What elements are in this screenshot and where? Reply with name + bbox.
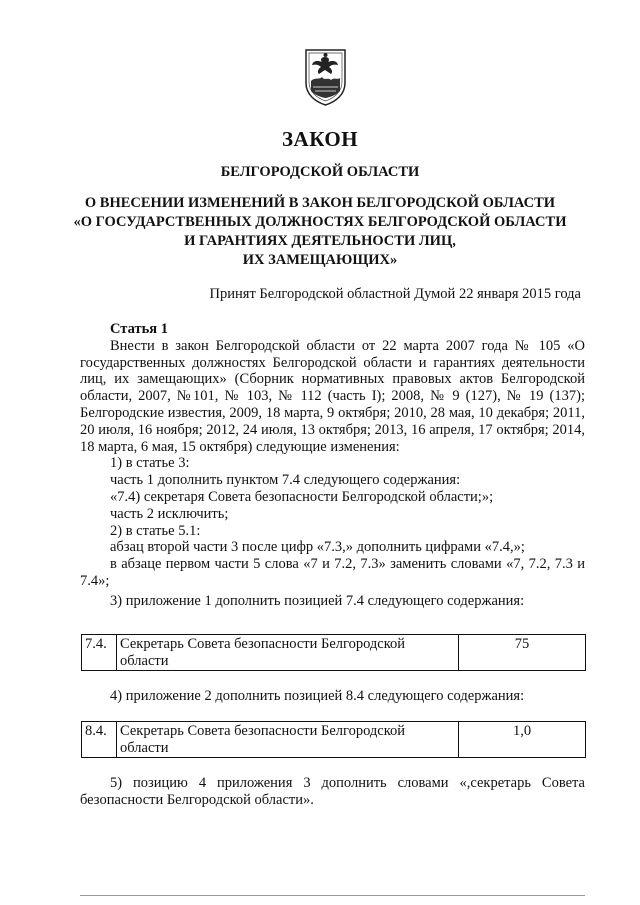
table-cell-position: Секретарь Совета безопасности Белгородской области [117, 722, 459, 758]
appendix1-table [81, 634, 586, 671]
table-row [82, 722, 586, 758]
heading-line: И ГАРАНТИЯХ ДЕЯТЕЛЬНОСТИ ЛИЦ, [184, 233, 456, 249]
list-item: часть 2 исключить; [110, 505, 229, 522]
item4 [80, 688, 585, 705]
table-cell-num: 8.4. [82, 722, 117, 758]
law-title: ЗАКОН [281, 127, 359, 151]
table-row [82, 635, 586, 671]
list-item: 5) позицию 4 приложения 3 дополнить словами «,секретарь Совета безопасности Белгородской области». [80, 775, 585, 808]
heading-line: О ВНЕСЕНИИ ИЗМЕНЕНИЙ В ЗАКОН БЕЛГОРОДСКОЙ ОБЛАСТИ [84, 195, 556, 211]
list-item: в абзаце первом части 5 слова «7 и 7.2, 7.3» заменить словами «7, 7.2, 7.3 и 7.4»; [80, 556, 585, 589]
table-cell-position: Секретарь Совета безопасности Белгородской области [117, 635, 459, 671]
page-bottom-line [80, 895, 585, 896]
list-item: 4) приложение 2 дополнить позицией 8.4 следующего содержания: [110, 688, 525, 704]
list-item: 1) в статье 3: [110, 455, 190, 472]
list-item: часть 1 дополнить пунктом 7.4 следующего содержания: [110, 472, 461, 489]
table-cell-num: 7.4. [82, 635, 117, 671]
intro-paragraph: Внести в закон Белгородской области от 22 марта 2007 года № 105 «О государственных должностях Белгородской области и гарантиях деятельности лиц, их замещающих» (Сборник нормативных правовых актов Белгородской области, 2007, №101, № 103, № 112 (часть I); 2008, № 9 (127), № 19 (137); Белгородские известия, 2009, 18 марта, 9 октября; 2010, 28 мая, 10 декабря; 2011, 20 июля, 16 ноября; 2012, 24 июля, 13 октября; 2013, 16 апреля, 17 октября; 2014, 18 марта, 6 мая, 15 октября) следующие изменения: [80, 337, 585, 455]
appendix2-table [81, 721, 586, 758]
table-cell-value: 1,0 [459, 722, 586, 758]
list-item: 2) в статье 5.1: [110, 522, 201, 539]
article-body [80, 321, 585, 610]
article-title: Статья 1 [110, 321, 168, 337]
heading-line: «О ГОСУДАРСТВЕННЫХ ДОЛЖНОСТЯХ БЕЛГОРОДСКОЙ ОБЛАСТИ [73, 214, 567, 230]
coat-of-arms-icon [303, 47, 348, 107]
heading-line: ИХ ЗАМЕЩАЮЩИХ» [242, 252, 398, 268]
list-item: абзац второй части 3 после цифр «7.3,» дополнить цифрами «7.4,»; [110, 539, 525, 556]
table-cell-value: 75 [459, 635, 586, 671]
law-heading [0, 194, 640, 270]
law-region: БЕЛГОРОДСКОЙ ОБЛАСТИ [220, 164, 420, 180]
adoption-note: Принят Белгородской областной Думой 22 января 2015 года [209, 286, 581, 302]
item5 [80, 775, 585, 809]
list-item: «7.4) секретаря Совета безопасности Белгородской области;»; [110, 488, 494, 505]
list-item: 3) приложение 1 дополнить позицией 7.4 следующего содержания: [110, 592, 525, 609]
